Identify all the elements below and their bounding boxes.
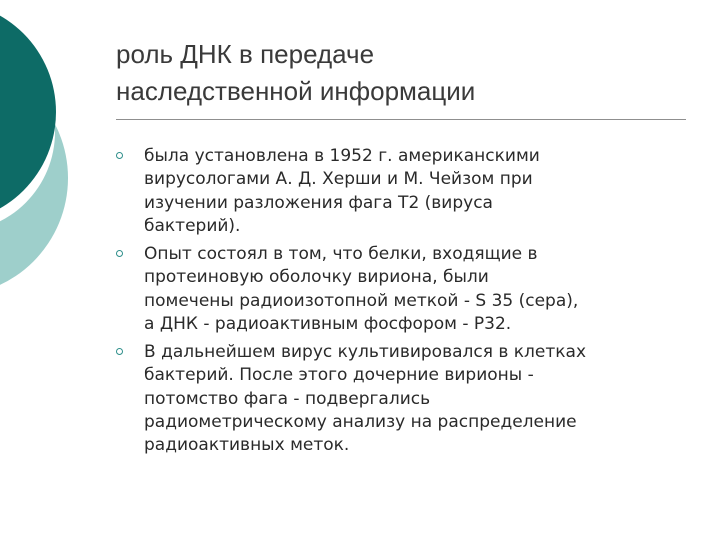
bullet-text: [144, 145, 692, 238]
bullet-text-line: В дальнейшем вирус культивировался в клетках: [144, 342, 587, 362]
bullet-text-line: бактерий).: [144, 215, 241, 236]
bullet-text-line: а ДНК - радиоактивным фосфором - Р32.: [144, 313, 512, 334]
bullet-text: [144, 243, 692, 336]
hollow-circle-icon: [116, 152, 123, 159]
bullet-text-line: вирусологами А. Д. Херши и М. Чейзом при: [144, 169, 533, 190]
hollow-circle-icon: [116, 250, 123, 257]
slide-title-line: роль ДНК в передаче: [116, 39, 375, 69]
bullet-text-line: была установлена в 1952 г. американскими: [144, 146, 540, 166]
bullet-text-line: радиометрическому анализу на распределение: [144, 411, 577, 432]
bullet-text-line: бактерий. После этого дочерние вирионы -: [144, 365, 534, 386]
slide-title-line: наследственной информации: [116, 76, 476, 106]
bullet-text-line: протеиновую оболочку вириона, были: [144, 267, 489, 288]
bullet-text-line: Опыт состоял в том, что белки, входящие в: [144, 244, 538, 264]
bullet-text-line: помечены радиоизотопной меткой - S 35 (сера),: [144, 290, 579, 311]
bullet-text-line: потомство фага - подвергались: [144, 388, 431, 409]
bullet-text-line: радиоактивных меток.: [144, 435, 350, 456]
bullet-text-line: изучении разложения фага Т2 (вируса: [144, 192, 493, 213]
bullet-text: [144, 341, 692, 457]
hollow-circle-icon: [116, 348, 123, 355]
